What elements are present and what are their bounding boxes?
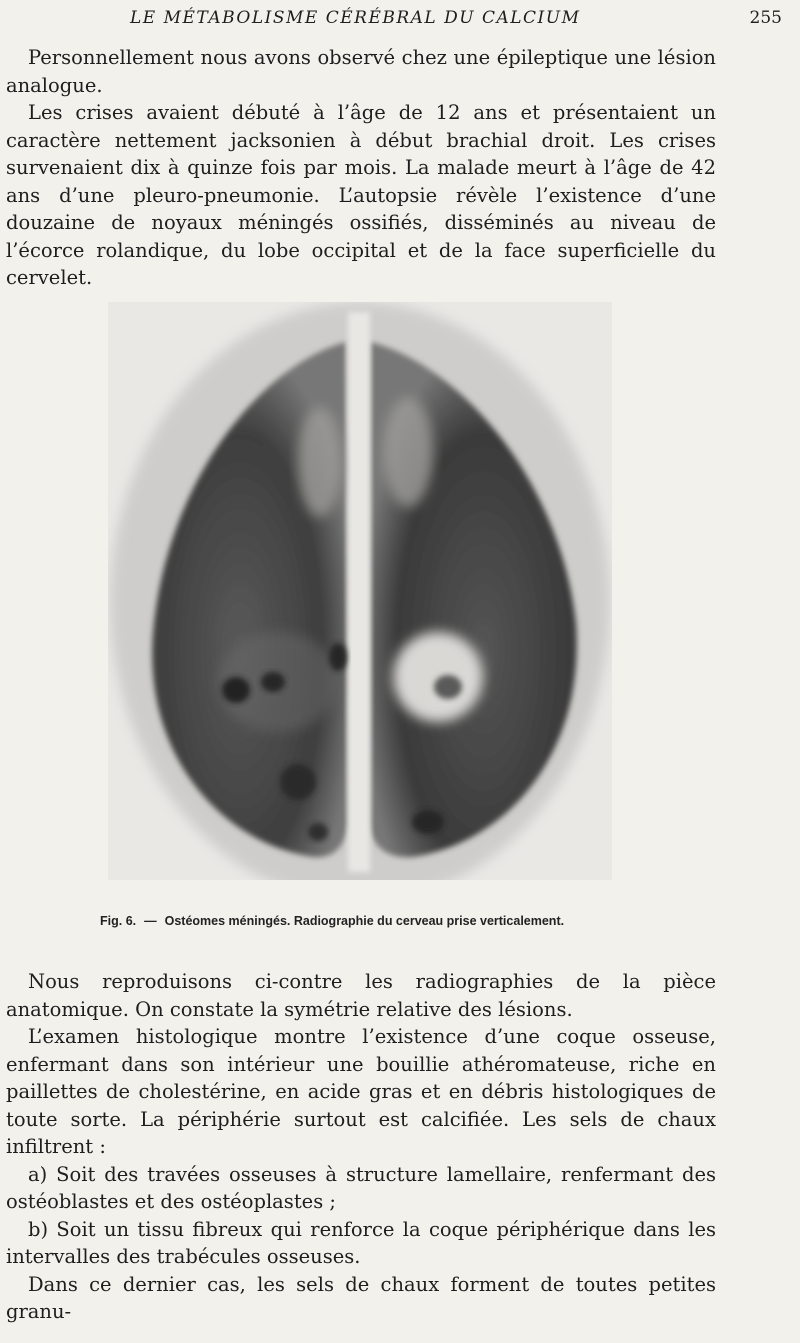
paragraph: a) Soit des travées osseuses à structure lamellaire, renfermant des ostéoblastes et des ostéoplastes ; [6,1162,716,1213]
running-title: LE MÉTABOLISME CÉRÉBRAL DU CALCIUM [130,8,581,28]
caption-text: Ostéomes méningés. Radiographie du cerveau prise verticalement. [164,914,565,928]
paragraph: Dans ce dernier cas, les sels de chaux forment de toutes petites granu- [6,1272,716,1323]
page-number: 255 [749,8,782,28]
paragraph: Les crises avaient débuté à l’âge de 12 ans et présentaient un caractère nettement jacksonien à début brachial droit. Les crises survenaient dix à quinze fois par mois. La malade meurt à l’âge de 42 ans d’une pleuro-pneumonie. L’autopsie révèle l’existence d’une douzaine de noyaux méningés ossifiés, disséminés au niveau de l’écorce rolandique, du lobe occipital et de la face superficielle du cervelet. [6,101,716,289]
radiograph-figure [108,302,612,880]
paragraph: L’examen histologique montre l’existence d’une coque osseuse, enfermant dans son intérieur une bouillie athéromateuse, riche en paillettes de cholestérine, en acide gras et en débris histologiques de toute sorte. La périphérie surtout est calcifiée. Les sels de chaux infiltrent : [6,1025,716,1158]
body-text-bottom [6,968,716,1326]
radiograph-image [108,302,612,880]
body-text-top [6,44,716,292]
paragraph: Personnellement nous avons observé chez une épileptique une lésion analogue. [6,46,716,97]
figure-caption [100,914,720,928]
figure-label: Fig. 6. [100,914,137,928]
paragraph: Nous reproduisons ci-contre les radiographies de la pièce anatomique. On constate la symétrie relative des lésions. [6,970,716,1021]
running-header [130,8,782,32]
paragraph: b) Soit un tissu fibreux qui renforce la coque périphérique dans les intervalles des trabécules osseuses. [6,1217,716,1268]
caption-dash: — [144,914,157,928]
